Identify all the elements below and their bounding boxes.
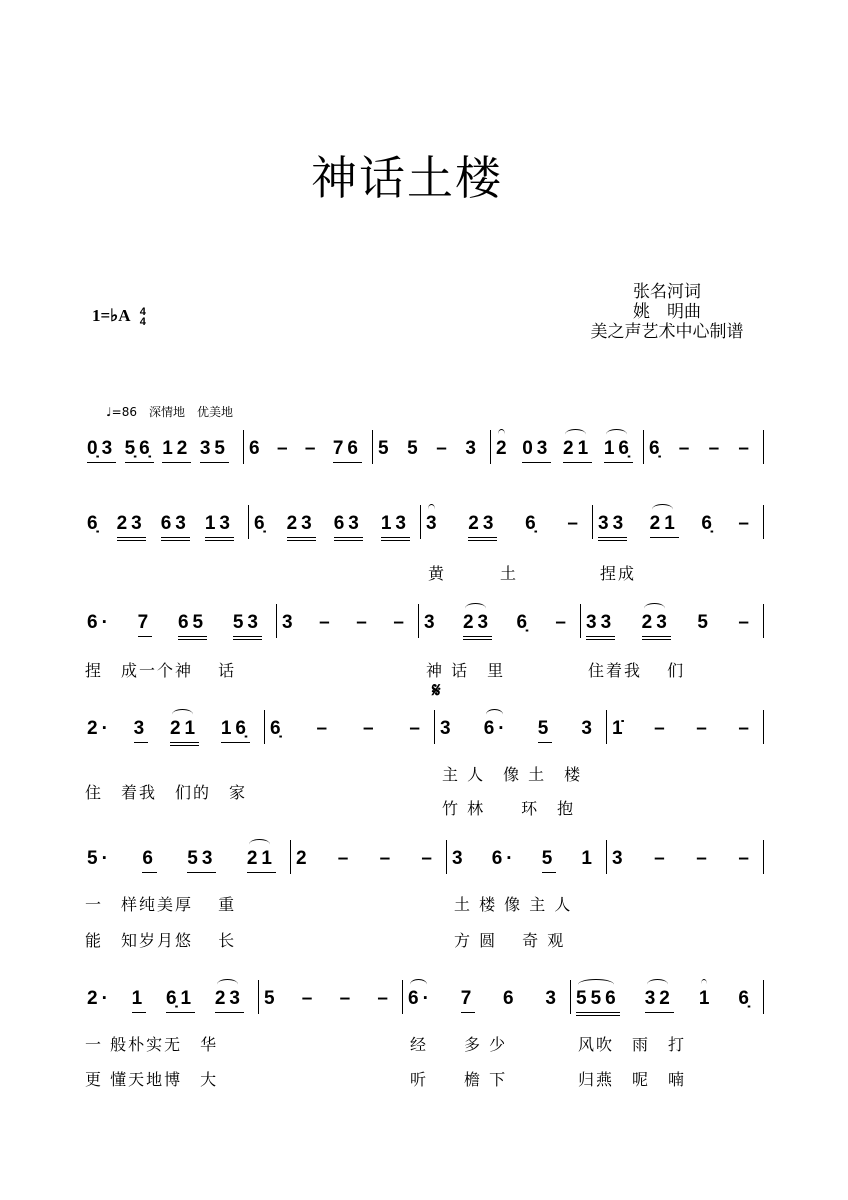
measure bbox=[606, 848, 763, 872]
time-bottom: 4 bbox=[139, 316, 146, 329]
note-group: 3 bbox=[452, 848, 467, 869]
lyric-row-2: 归燕 呢 喃 bbox=[578, 1070, 687, 1089]
measure bbox=[243, 438, 372, 463]
barline bbox=[763, 430, 764, 464]
time-signature bbox=[140, 307, 146, 327]
note-group: 0̣3 bbox=[87, 438, 116, 463]
measure bbox=[81, 513, 244, 541]
note-group: 6· bbox=[484, 718, 509, 742]
note-group: 1 bbox=[581, 848, 596, 869]
time-top: 4 bbox=[139, 306, 146, 319]
note-group: 6̣ bbox=[270, 718, 285, 739]
note-group: – bbox=[708, 438, 724, 459]
note-group: 53 bbox=[187, 848, 216, 873]
barline bbox=[763, 980, 764, 1014]
note-group: 556 bbox=[576, 988, 620, 1016]
note-group: 6̣ bbox=[701, 513, 716, 534]
measure bbox=[81, 612, 272, 640]
barline bbox=[763, 604, 764, 638]
note-group: 6̣ bbox=[87, 513, 102, 534]
measure bbox=[264, 718, 434, 742]
lyric-row-1: 一 般朴实无 华 bbox=[85, 1035, 219, 1054]
lyric-row-2: 住 着我 们的 家 bbox=[85, 783, 248, 802]
note-group: 5 bbox=[378, 438, 393, 459]
measure bbox=[580, 612, 763, 640]
measure bbox=[434, 718, 606, 743]
note-group: – bbox=[356, 612, 371, 633]
note-group: – bbox=[362, 718, 378, 739]
measure bbox=[81, 988, 254, 1013]
note-group: 6̣ bbox=[649, 438, 664, 459]
note-group: 76 bbox=[333, 438, 362, 463]
measure bbox=[276, 612, 418, 636]
note-group: 7 bbox=[461, 988, 476, 1013]
note-group: 13 bbox=[205, 513, 234, 541]
note-group: 03 bbox=[522, 438, 551, 463]
note-group: 6· bbox=[87, 612, 112, 633]
note-group: 6· bbox=[408, 988, 433, 1012]
note-group: 2· bbox=[87, 718, 112, 739]
measure bbox=[402, 988, 570, 1013]
note-group: 21 bbox=[563, 438, 592, 463]
note-group: 3 bbox=[581, 718, 596, 739]
lyric-row-1: 捏 成一个神 话 bbox=[85, 661, 237, 680]
note-group: 21 bbox=[247, 848, 276, 873]
note-group: – bbox=[654, 848, 669, 869]
lyric-row-2: 竹 林 环 抱 bbox=[442, 799, 576, 818]
note-group: 2 bbox=[496, 438, 511, 462]
note-group: 63 bbox=[334, 513, 363, 541]
note-group: – bbox=[738, 612, 753, 633]
measure bbox=[490, 438, 643, 463]
note-group: – bbox=[738, 438, 753, 459]
key-signature bbox=[92, 306, 146, 327]
note-group: – bbox=[654, 718, 669, 739]
note-group: 5 bbox=[407, 438, 422, 459]
note-group: 65 bbox=[178, 612, 207, 640]
measure bbox=[81, 438, 239, 463]
note-group: – bbox=[339, 988, 355, 1009]
note-group: 33 bbox=[586, 612, 615, 640]
note-group: 3 bbox=[426, 513, 441, 537]
measure bbox=[372, 438, 490, 462]
note-group: 23 bbox=[117, 513, 146, 541]
measure bbox=[418, 612, 580, 640]
note-group: – bbox=[555, 612, 570, 633]
note-group: – bbox=[738, 848, 753, 869]
note-group: 23 bbox=[463, 612, 492, 640]
tempo-marking: ♩=86 深情地 优美地 bbox=[106, 405, 233, 419]
note-group: – bbox=[567, 513, 582, 534]
note-group: 3 bbox=[612, 848, 627, 869]
note-group: 23 bbox=[287, 513, 316, 541]
note-group: – bbox=[304, 438, 320, 459]
note-group: 13 bbox=[381, 513, 410, 541]
lyric-row-1: 住着我 们 bbox=[588, 661, 686, 680]
note-group: 7 bbox=[138, 612, 153, 637]
note-group: – bbox=[301, 988, 317, 1009]
lyric-row-1: 神 话 里 bbox=[426, 661, 506, 680]
note-group: 16̣ bbox=[221, 718, 250, 743]
note-group: 3 bbox=[134, 718, 149, 743]
note-group: – bbox=[409, 718, 424, 739]
note-group: 6̣ bbox=[254, 513, 269, 534]
note-group: 5 bbox=[538, 718, 553, 743]
note-group: – bbox=[319, 612, 334, 633]
note-group: – bbox=[678, 438, 694, 459]
engraver: 美之声艺术中心制谱 bbox=[590, 322, 744, 342]
lyric-row-1: 捏成 bbox=[600, 564, 637, 583]
note-group: 1̇ bbox=[612, 718, 627, 739]
note-group: 6 bbox=[249, 438, 264, 459]
measure bbox=[420, 513, 592, 541]
measure bbox=[81, 718, 260, 746]
lyricist: 张名河词 bbox=[633, 282, 701, 302]
note-group: 6̣ bbox=[525, 513, 540, 534]
note-group: 6· bbox=[491, 848, 517, 869]
key-label: 1=♭A bbox=[92, 306, 130, 325]
note-group: – bbox=[316, 718, 332, 739]
note-group: 6̣ bbox=[738, 988, 753, 1009]
note-group: 35 bbox=[200, 438, 229, 463]
measure bbox=[446, 848, 606, 873]
lyric-row-1: 风吹 雨 打 bbox=[578, 1035, 687, 1054]
note-group: 1 bbox=[132, 988, 147, 1013]
note-group: 6̣ bbox=[516, 612, 532, 633]
barline bbox=[763, 505, 764, 539]
note-group: 3 bbox=[440, 718, 455, 739]
lyric-row-1: 土 楼 像 主 人 bbox=[454, 895, 573, 914]
note-group: 12 bbox=[162, 438, 191, 463]
barline bbox=[763, 840, 764, 874]
note-group: – bbox=[738, 513, 753, 534]
note-group: 3 bbox=[465, 438, 480, 459]
note-group: – bbox=[276, 438, 292, 459]
note-group: – bbox=[738, 718, 753, 739]
note-group: 2· bbox=[87, 988, 112, 1009]
composer: 姚 明曲 bbox=[633, 302, 701, 322]
note-group: – bbox=[436, 438, 451, 459]
note-group: – bbox=[379, 848, 395, 869]
note-group: 2 bbox=[296, 848, 311, 869]
note-group: 32 bbox=[645, 988, 674, 1013]
measure bbox=[81, 848, 286, 873]
barline bbox=[763, 710, 764, 744]
note-group: – bbox=[377, 988, 392, 1009]
note-group: 3 bbox=[545, 988, 560, 1009]
note-group: 3 bbox=[424, 612, 439, 633]
note-group: 53 bbox=[233, 612, 262, 640]
measure bbox=[606, 718, 763, 742]
lyric-row-1: 经 多 少 bbox=[410, 1035, 508, 1054]
song-title: 神话土楼 bbox=[311, 151, 503, 205]
measure bbox=[570, 988, 763, 1016]
note-group: 23 bbox=[468, 513, 497, 541]
note-group: 21 bbox=[650, 513, 679, 538]
note-group: 23 bbox=[642, 612, 671, 640]
note-group: 3 bbox=[282, 612, 297, 633]
lyric-row-2: 方 圆 奇 观 bbox=[454, 931, 566, 950]
note-group: 23 bbox=[215, 988, 244, 1013]
note-group: – bbox=[696, 718, 711, 739]
note-group: 5̣6̣ bbox=[125, 438, 154, 463]
note-group: 6̣1 bbox=[166, 988, 195, 1013]
note-group: 5 bbox=[697, 612, 712, 633]
note-group: – bbox=[393, 612, 408, 633]
measure bbox=[248, 513, 420, 541]
lyric-row-1: 一 样纯美厚 重 bbox=[85, 895, 237, 914]
measure bbox=[643, 438, 763, 462]
lyric-row-1: 黄 土 bbox=[428, 564, 519, 583]
lyric-row-2: 听 檐 下 bbox=[410, 1070, 508, 1089]
note-group: 5 bbox=[542, 848, 557, 873]
note-group: – bbox=[696, 848, 711, 869]
note-group: 16̣ bbox=[604, 438, 633, 463]
note-group: – bbox=[337, 848, 353, 869]
note-group: 5 bbox=[264, 988, 279, 1009]
note-group: 21 bbox=[170, 718, 199, 746]
measure bbox=[290, 848, 446, 872]
measure bbox=[592, 513, 763, 541]
note-group: 33 bbox=[598, 513, 627, 541]
note-group: – bbox=[421, 848, 436, 869]
lyric-row-1: 主 人 像 土 楼 bbox=[442, 765, 583, 784]
note-group: 63 bbox=[161, 513, 190, 541]
credits bbox=[572, 282, 762, 342]
note-group: 6 bbox=[142, 848, 157, 873]
lyric-row-2: 能 知岁月悠 长 bbox=[85, 931, 237, 950]
segno-sign: 𝄋 bbox=[432, 678, 441, 702]
note-group: 6 bbox=[503, 988, 518, 1009]
measure bbox=[258, 988, 402, 1012]
note-group: 1 bbox=[699, 988, 714, 1012]
lyric-row-2: 更 懂天地博 大 bbox=[85, 1070, 219, 1089]
note-group: 5· bbox=[87, 848, 112, 869]
